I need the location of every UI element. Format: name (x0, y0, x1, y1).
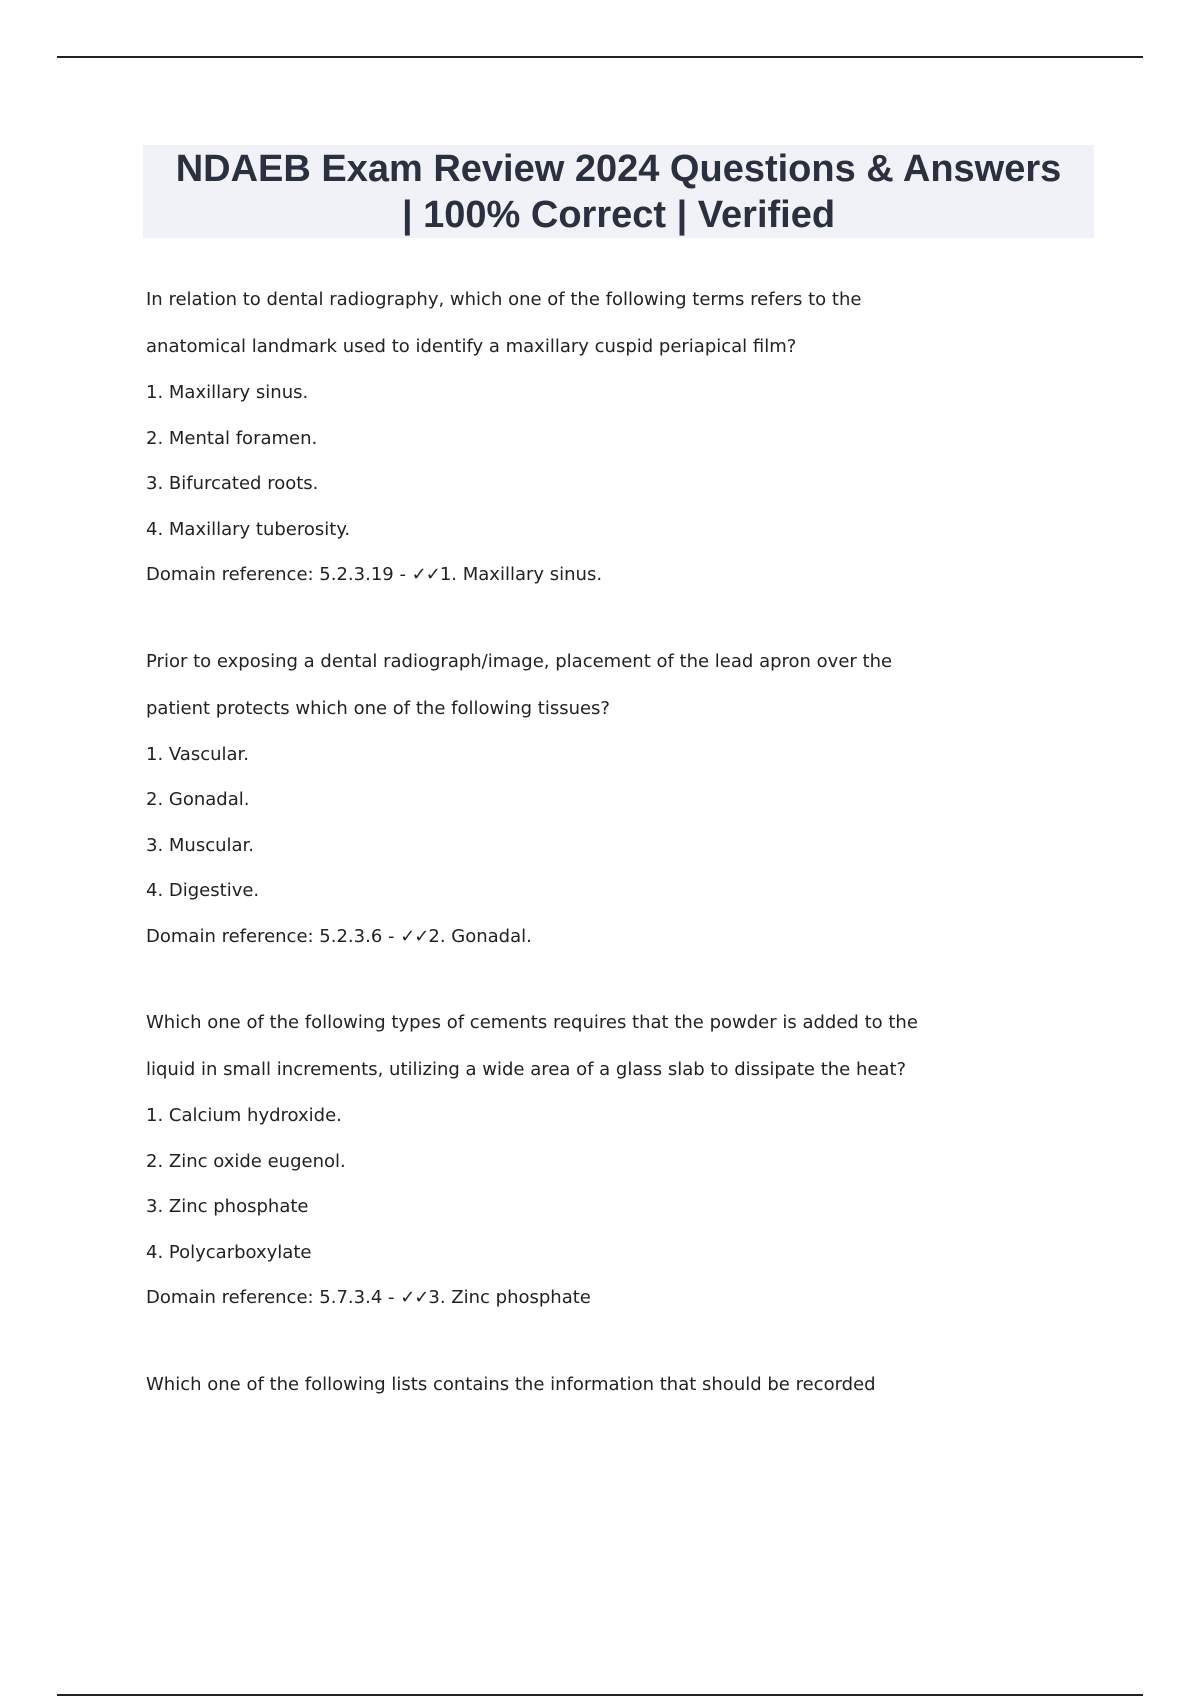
footer-rule (57, 1694, 1143, 1696)
domain-reference-label: Domain reference: 5.2.3.19 - (146, 564, 412, 585)
question-stem-line: patient protects which one of the following tissues? (146, 697, 610, 719)
answer-option: 4. Polycarboxylate (146, 1241, 312, 1263)
answer-option: 4. Maxillary tuberosity. (146, 518, 351, 540)
answer-option: 4. Digestive. (146, 880, 260, 901)
domain-reference-label: Domain reference: 5.7.3.4 - (146, 1287, 401, 1308)
double-check-icon: ✓✓ (411, 564, 440, 585)
double-check-icon: ✓✓ (400, 925, 429, 947)
question-stem-line: In relation to dental radiography, which one of the following terms refers to the (146, 289, 862, 310)
question-block-3 (146, 999, 1146, 1321)
answer-option: 3. Bifurcated roots. (146, 473, 319, 494)
correct-answer: 3. Zinc phosphate (428, 1287, 591, 1308)
correct-answer: 1. Maxillary sinus. (439, 564, 603, 585)
answer-option: 2. Zinc oxide eugenol. (146, 1150, 346, 1172)
question-block-2 (146, 638, 1146, 960)
title-line-2: | 100% Correct | Verified (401, 193, 836, 236)
answer-option: 2. Gonadal. (146, 789, 250, 810)
document-body (146, 276, 1146, 1408)
question-stem-line: Prior to exposing a dental radiograph/image, placement of the lead apron over the (146, 650, 893, 672)
domain-reference-label: Domain reference: 5.2.3.6 - (146, 925, 401, 947)
question-block-1 (146, 276, 1146, 598)
question-stem-line: liquid in small increments, utilizing a wide area of a glass slab to dissipate the heat? (146, 1059, 907, 1080)
answer-option: 3. Zinc phosphate (146, 1196, 309, 1217)
question-stem-line: anatomical landmark used to identify a maxillary cuspid periapical film? (146, 336, 797, 357)
question-stem-line: Which one of the following types of cements requires that the powder is added to the (146, 1012, 918, 1033)
domain-reference-answer (146, 552, 1146, 598)
domain-reference-answer (146, 914, 1146, 960)
correct-answer: 2. Gonadal. (428, 925, 532, 947)
domain-reference-answer (146, 1275, 1146, 1321)
answer-option: 1. Vascular. (146, 743, 250, 765)
answer-option: 1. Maxillary sinus. (146, 382, 309, 403)
answer-option: 3. Muscular. (146, 834, 255, 856)
answer-option: 1. Calcium hydroxide. (146, 1105, 342, 1126)
answer-option: 2. Mental foramen. (146, 427, 318, 449)
header-rule (57, 56, 1143, 58)
title-line-1: NDAEB Exam Review 2024 Questions & Answers (175, 147, 1062, 190)
question-stem-line: Which one of the following lists contains the information that should be recorded (146, 1373, 876, 1395)
document-title (143, 145, 1094, 238)
double-check-icon: ✓✓ (400, 1287, 429, 1308)
